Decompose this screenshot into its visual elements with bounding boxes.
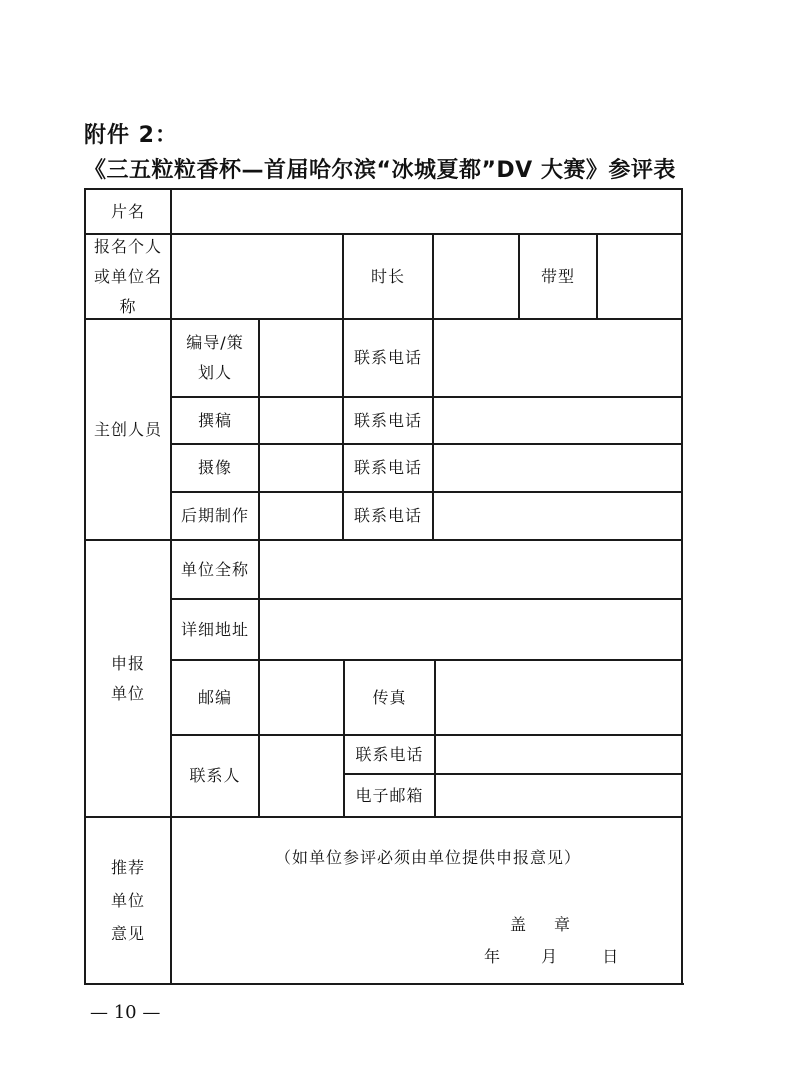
- applicant-label-line2: 或单位名称: [93, 266, 162, 316]
- postcode-label-text: 邮编: [197, 687, 232, 707]
- film-name-label-text: 片名: [110, 201, 145, 221]
- unit-full-name-field[interactable]: [260, 541, 680, 598]
- contact-person-field[interactable]: [260, 736, 343, 816]
- main-creators-label: [86, 320, 170, 539]
- date-line: [484, 944, 618, 967]
- writer-phone-label-text: 联系电话: [353, 410, 422, 430]
- table-border-bottom: [84, 983, 684, 985]
- address-label-text: 详细地址: [180, 619, 249, 639]
- camera-label-text: 摄像: [197, 458, 232, 477]
- camera-phone-label-text: 联系电话: [353, 458, 422, 477]
- post-phone-label-text: 联系电话: [353, 506, 422, 525]
- post-phone-label: [344, 493, 432, 539]
- address-label: [172, 600, 258, 659]
- duration-label: [344, 235, 432, 318]
- post-production-label-text: 后期制作: [180, 506, 249, 525]
- writer-phone-label: [344, 398, 432, 443]
- director-phone-label-text: 联系电话: [353, 348, 422, 367]
- date-year: 年: [484, 947, 501, 966]
- director-label-line1: 编导/策: [186, 333, 244, 352]
- applicant-field[interactable]: [172, 235, 342, 318]
- recommend-label: [86, 818, 170, 983]
- recommend-line3: 意见: [110, 924, 145, 943]
- recommend-line2: 单位: [110, 891, 145, 910]
- unit-full-name-label: [172, 541, 258, 598]
- email-field[interactable]: [436, 775, 680, 816]
- fax-label: [345, 661, 434, 734]
- writer-label-text: 撰稿: [197, 410, 232, 430]
- unit-phone-label-text: 联系电话: [355, 744, 424, 764]
- applicant-label: [86, 235, 170, 318]
- camera-field[interactable]: [260, 445, 342, 491]
- post-production-label: [172, 493, 258, 539]
- postcode-label: [172, 661, 258, 734]
- film-name-field[interactable]: [172, 190, 680, 233]
- unit-full-name-label-text: 单位全称: [180, 559, 249, 579]
- email-label-text: 电子邮箱: [355, 785, 424, 805]
- applying-unit-line2: 单位: [110, 683, 145, 703]
- fax-label-text: 传真: [372, 687, 407, 707]
- page-number: — 10 —: [90, 1002, 161, 1023]
- date-month: 月: [541, 947, 558, 966]
- duration-field[interactable]: [434, 235, 518, 318]
- post-production-field[interactable]: [260, 493, 342, 539]
- recommend-line1: 推荐: [110, 858, 145, 877]
- writer-phone-field[interactable]: [434, 398, 680, 443]
- address-field[interactable]: [260, 600, 680, 659]
- applicant-label-line1: 报名个人: [93, 236, 162, 256]
- duration-label-text: 时长: [370, 266, 405, 286]
- director-field[interactable]: [260, 320, 342, 396]
- postcode-field[interactable]: [260, 661, 343, 734]
- stamp-label: 盖章: [510, 915, 599, 934]
- camera-phone-label: [344, 445, 432, 491]
- director-label-line2: 划人: [197, 363, 232, 382]
- form-title: 《三五粒粒香杯—首届哈尔滨“冰城夏都”DV 大赛》参评表: [84, 158, 676, 183]
- tape-type-field[interactable]: [598, 235, 680, 318]
- film-name-label: [86, 190, 170, 233]
- director-label: [172, 320, 258, 396]
- fax-field[interactable]: [436, 661, 680, 734]
- camera-phone-field[interactable]: [434, 445, 680, 491]
- writer-field[interactable]: [260, 398, 342, 443]
- attachment-label: 附件 2：: [84, 123, 178, 148]
- contact-person-label: [172, 736, 258, 816]
- email-label: [345, 775, 434, 816]
- recommend-note: （如单位参评必须由单位提供申报意见）: [274, 848, 581, 867]
- unit-phone-field[interactable]: [436, 736, 680, 773]
- contact-person-label-text: 联系人: [189, 766, 241, 785]
- writer-label: [172, 398, 258, 443]
- tape-type-label: [520, 235, 596, 318]
- date-day: 日: [602, 947, 619, 966]
- main-creators-label-text: 主创人员: [93, 419, 162, 439]
- director-phone-field[interactable]: [434, 320, 680, 396]
- unit-phone-label: [345, 736, 434, 773]
- post-phone-field[interactable]: [434, 493, 680, 539]
- applying-unit-label: [86, 541, 170, 816]
- camera-label: [172, 445, 258, 491]
- director-phone-label: [344, 320, 432, 396]
- tape-type-label-text: 带型: [540, 266, 575, 286]
- applying-unit-line1: 申报: [110, 653, 145, 673]
